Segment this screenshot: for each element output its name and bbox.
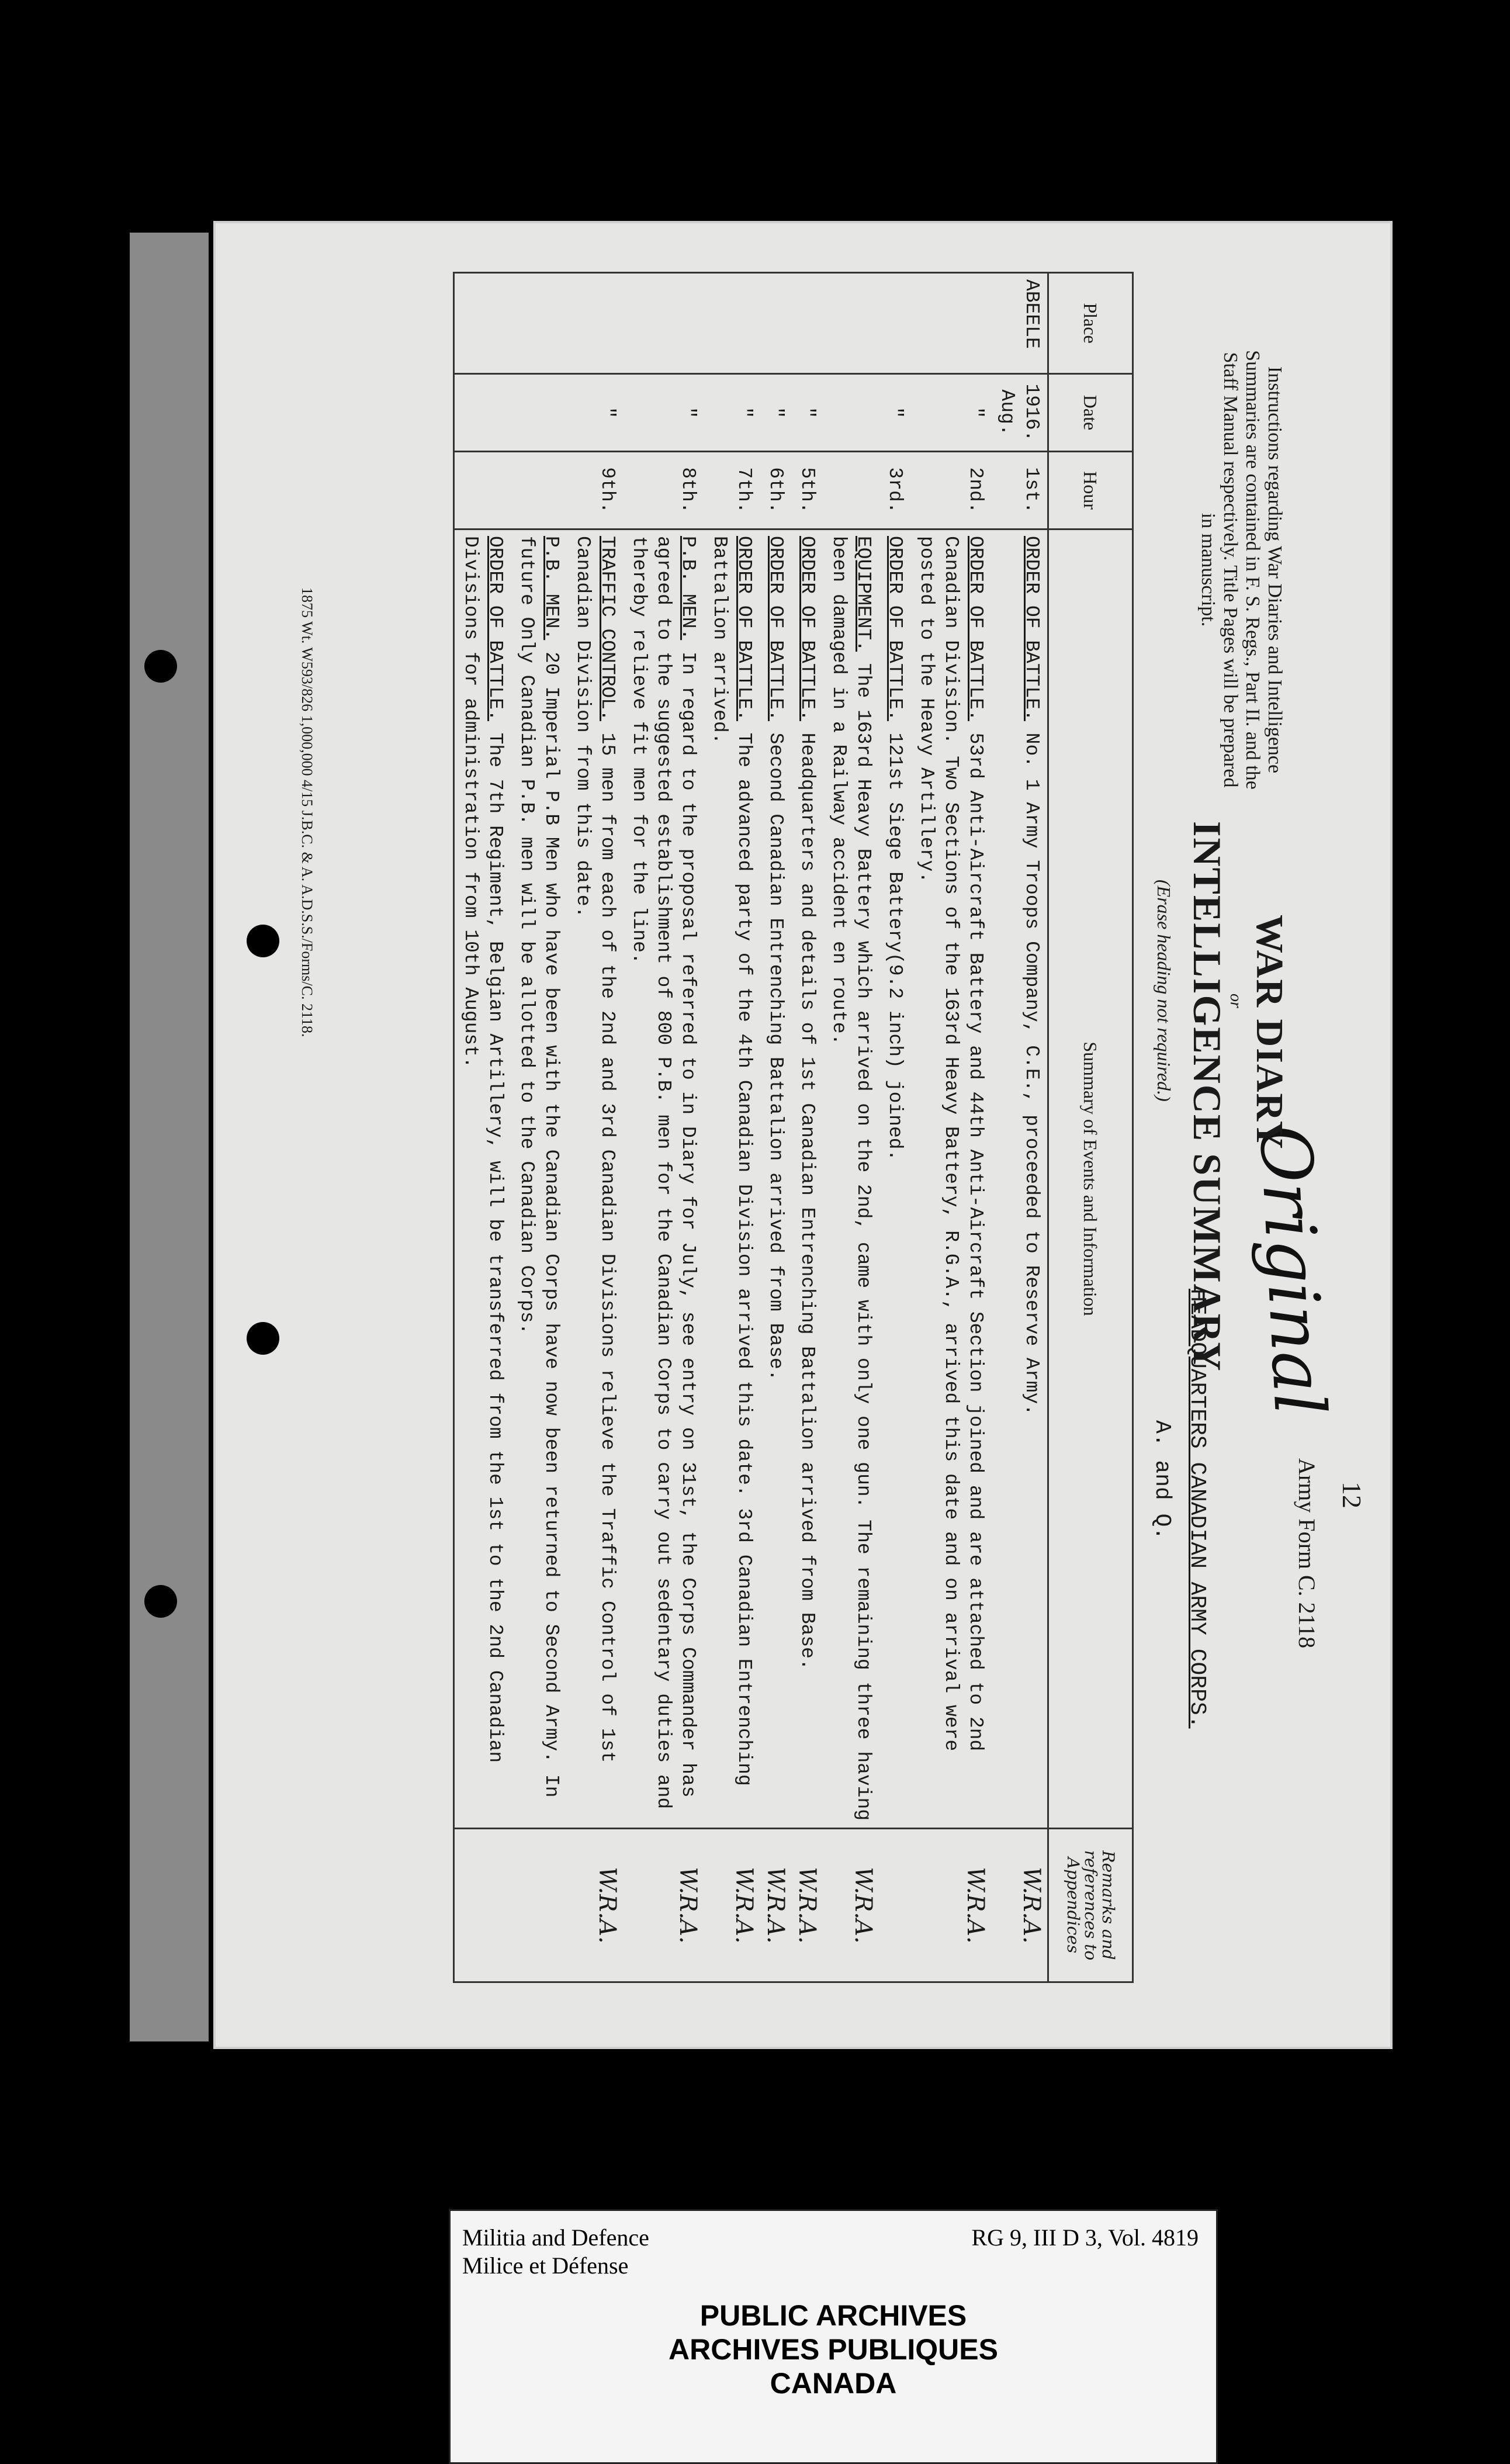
row-date: " [623,374,704,452]
entry-heading: TRAFFIC CONTROL. [597,536,618,721]
unit-name: HEADQUARTERS CANADIAN ARMY CORPS. [1185,1289,1210,1729]
title-war-diary: WAR DIARY [1248,915,1291,1150]
row-hour [511,452,567,530]
row-summary [567,530,623,1829]
row-remark: W.R.A. [567,1829,623,1982]
row-hour [823,452,879,530]
row-date: " [760,374,791,452]
row-remark: W.R.A. [623,1829,704,1982]
row-hour: 3rd. [879,452,910,530]
row-date: " [567,374,623,452]
row-summary [879,530,910,1829]
entry-heading: ORDER OF BATTLE. [884,536,906,721]
row-hour: 1st. [991,452,1048,530]
form-footer: 1875 Wt. W593/826 1,000,000 4/15 J.B.C. & A. A.D.S.S./Forms/C. 2118. [299,587,316,1037]
row-date: " [791,374,823,452]
archive-label [449,2209,1218,2464]
row-place [760,273,791,374]
col-date: Date [1048,374,1133,452]
row-place [910,273,991,374]
diary-table [453,272,1134,1983]
archive-reference: RG 9, III D 3, Vol. 4819 [971,2224,1199,2251]
entry-heading: ORDER OF BATTLE. [765,536,787,721]
archives-name [451,2299,1216,2400]
row-summary [991,530,1048,1829]
row-remark: W.R.A. [704,1829,760,1982]
row-date: 1916. Aug. [991,374,1048,452]
archives-en: PUBLIC ARCHIVES [699,2299,967,2332]
col-remarks: Remarks and references to Appendices [1048,1829,1133,1982]
row-date: " [704,374,760,452]
entry-heading: ORDER OF BATTLE. [484,536,506,721]
entry-text: The 7th Regiment, Belgian Artillery, will be transferred from the 1st to the 2nd Canadian Divisions for administration from 10th August. [460,536,506,1763]
row-remark: W.R.A. [791,1829,823,1982]
row-place [704,273,760,374]
entry-text: No. 1 Army Troops Company, C.E., proceeded to Reserve Army. [1021,732,1043,1416]
col-place: Place [1048,273,1133,374]
entry-text: 53rd Anti-Aircraft Battery and 44th Anti-Aircraft Section joined and are attached to 2nd Canadian Division. Two Sections of the 163rd Heavy Battery, R.G.A., arrived this date and on arrival were posted to the Heavy Artillery. [916,536,986,1752]
row-remark: W.R.A. [760,1829,791,1982]
row-place [454,273,511,374]
form-content [269,260,1367,2002]
row-hour: 5th. [791,452,823,530]
row-place [823,273,879,374]
table-row [454,273,511,1982]
row-summary [623,530,704,1829]
entry-text: The advanced party of the 4th Canadian Division arrived this date. 3rd Canadian Entrenching Battalion arrived. [709,536,755,1786]
entry-text: Second Canadian Entrenching Battalion arrived from Base. [765,732,787,1381]
entry-text: 121st Siege Battery(9.2 inch) joined. [884,732,906,1161]
row-remark [454,1829,511,1982]
row-place [791,273,823,374]
row-remark: W.R.A. [823,1829,879,1982]
row-hour: 8th. [623,452,704,530]
title-intelligence-summary: INTELLIGENCE SUMMARY [1185,821,1230,1372]
table-row [791,273,823,1982]
table-row [760,273,791,1982]
row-remark [511,1829,567,1982]
punch-hole [144,650,177,683]
row-date [454,374,511,452]
row-hour: 6th. [760,452,791,530]
archives-country: CANADA [770,2367,897,2400]
entry-heading: ORDER OF BATTLE. [796,536,818,721]
entry-text: In regard to the proposal referred to in Diary for July, see entry on 31st, the Corps Commander has agreed to the suggested establishment of 800 P.B. men for the Canadian Corps to carry out sedentary duties and thereby relieve fit men for the line. [628,536,699,1809]
row-hour: 9th. [567,452,623,530]
row-date [823,374,879,452]
entry-heading: ORDER OF BATTLE. [733,536,755,721]
page-number: 12 [1337,1482,1367,1508]
department-fr: Milice et Défense [462,2252,629,2279]
row-summary [823,530,879,1829]
department [462,2224,649,2280]
table-row [623,273,704,1982]
row-summary [704,530,760,1829]
row-date: " [879,374,910,452]
row-place: ABEELE [991,273,1048,374]
entry-heading: P.B. MEN. [541,536,562,641]
entry-heading: ORDER OF BATTLE. [965,536,986,721]
col-summary: Summary of Events and Information [1048,530,1133,1829]
erase-note: (Erase heading not required.) [1154,880,1175,1102]
row-summary [760,530,791,1829]
row-place [567,273,623,374]
binding-strip [130,233,209,2041]
punch-hole [144,1585,177,1618]
form-number: Army Form C. 2118 [1294,1458,1320,1649]
row-place [511,273,567,374]
table-row [823,273,879,1982]
row-summary [511,530,567,1829]
table-row [991,273,1048,1982]
entry-text: Headquarters and details of 1st Canadian Entrenching Battalion arrived from Base. [796,732,818,1670]
row-remark: W.R.A. [991,1829,1048,1982]
table-row [879,273,910,1982]
entry-heading: ORDER OF BATTLE. [1021,536,1043,721]
row-summary [454,530,511,1829]
archives-fr: ARCHIVES PUBLIQUES [669,2333,998,2366]
entry-text: 15 men from each of the 2nd and 3rd Canadian Divisions relieve the Traffic Control of 1st Canadian Division from this date. [572,536,618,1763]
entry-text: 20 Imperial P.B Men who have been with the Canadian Corps have now been returned to Second Army. In future Only Canadian P.B. men will be allotted to the Canadian Corps. [516,536,562,1798]
table-row [511,273,567,1982]
row-summary [791,530,823,1829]
row-summary [910,530,991,1829]
table-row [910,273,991,1982]
table-row [704,273,760,1982]
col-hour: Hour [1048,452,1133,530]
row-remark [879,1829,910,1982]
row-date: " [910,374,991,452]
row-place [623,273,704,374]
entry-heading: P.B. MEN. [677,536,699,641]
original-stamp: Original [1244,1123,1340,1417]
branch: A. and Q. [1149,1420,1175,1541]
table-row [567,273,623,1982]
row-remark: W.R.A. [910,1829,991,1982]
title-or: or [1227,994,1245,1008]
department-en: Militia and Defence [462,2224,649,2251]
row-hour [454,452,511,530]
row-place [879,273,910,374]
instructions: Instructions regarding War Diaries and Intelligence Summaries are contained in F. S. Regs., Part II. and the Staff Manual respectively. Title Pages will be prepared in manuscript. [1197,350,1286,790]
entry-text: The 163rd Heavy Battery which arrived on the 2nd, came with only one gun. The remaining three having been damaged in a Railway accident en route. [828,536,874,1821]
row-date [511,374,567,452]
row-hour: 7th. [704,452,760,530]
row-hour: 2nd. [910,452,991,530]
entry-heading: EQUIPMENT. [853,536,874,652]
